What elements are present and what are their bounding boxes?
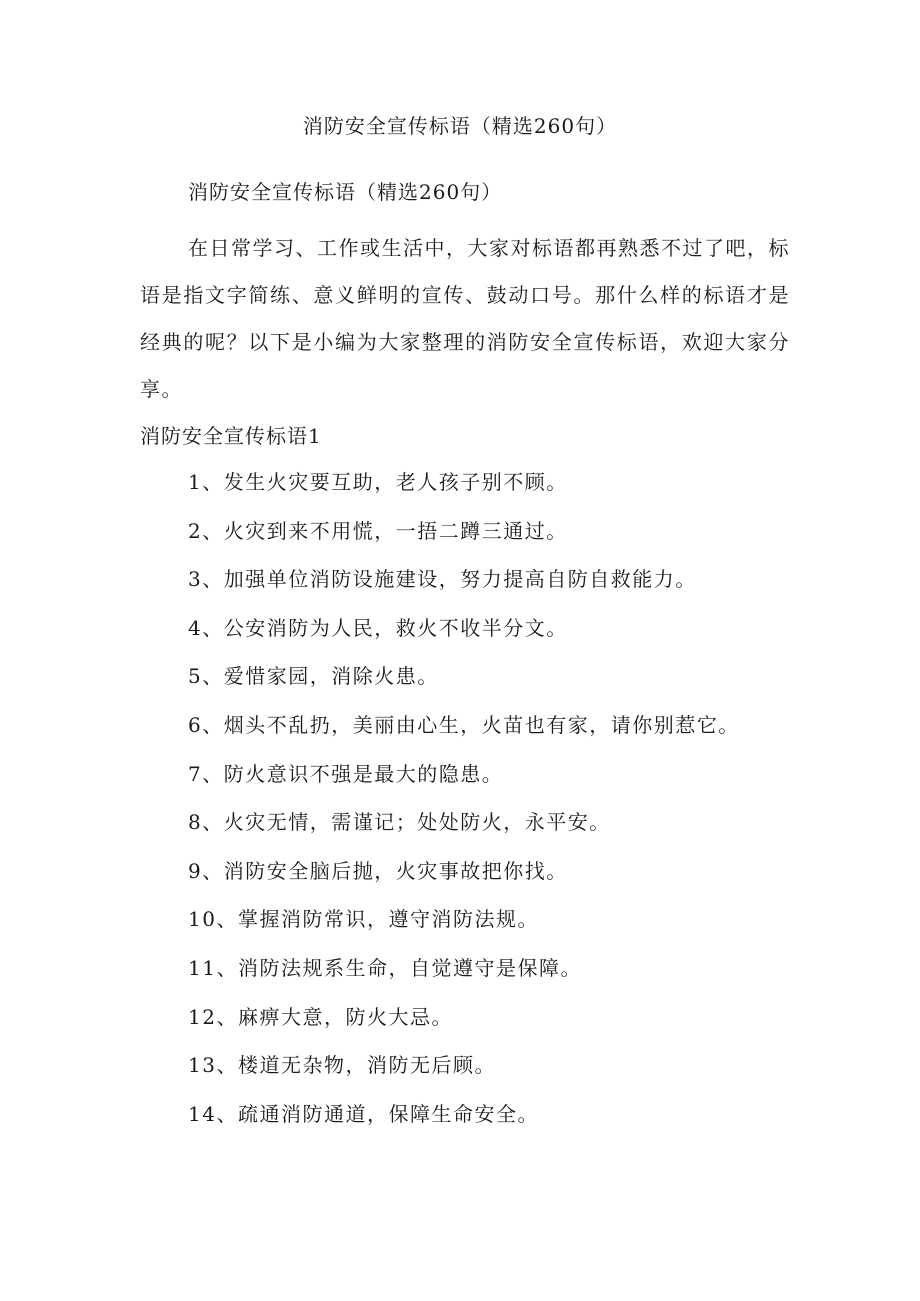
list-item: 4、公安消防为人民，救火不收半分文。 xyxy=(188,615,568,640)
section-heading: 消防安全宣传标语1 xyxy=(140,424,322,448)
list-item: 2、火灾到来不用慌，一捂二蹲三通过。 xyxy=(188,518,568,543)
list-item: 10、掌握消防常识，遵守消防法规。 xyxy=(188,907,539,932)
list-item: 1、发生火灾要互助，老人孩子别不顾。 xyxy=(188,470,568,494)
slogan-list xyxy=(188,468,740,1148)
list-item: 3、加强单位消防设施建设，努力提高自防自救能力。 xyxy=(188,567,697,592)
list-item: 14、疏通消防通道，保障生命安全。 xyxy=(188,1101,539,1126)
list-item: 6、烟头不乱扔，美丽由心生，火苗也有家，请你别惹它。 xyxy=(188,712,740,737)
list-item: 5、爱惜家园，消除火患。 xyxy=(188,664,439,689)
list-item: 9、消防安全脑后抛，火灾事故把你找。 xyxy=(188,858,568,883)
document-subtitle: 消防安全宣传标语（精选260句） xyxy=(188,180,503,204)
list-item: 13、楼道无杂物，消防无后顾。 xyxy=(188,1053,496,1078)
list-item: 11、消防法规系生命，自觉遵守是保障。 xyxy=(188,955,582,980)
intro-paragraph: 在日常学习、工作或生活中，大家对标语都再熟悉不过了吧，标语是指文字简练、意义鲜明的宣传、鼓动口号。那什么样的标语才是经典的呢？以下是小编为大家整理的消防安全宣传标语，欢迎大家分享。 xyxy=(140,236,790,401)
document-title: 消防安全宣传标语（精选260句） xyxy=(302,114,618,138)
list-item: 8、火灾无情，需谨记；处处防火，永平安。 xyxy=(188,810,611,835)
list-item: 7、防火意识不强是最大的隐患。 xyxy=(188,761,504,786)
list-item: 12、麻痹大意，防火大忌。 xyxy=(188,1004,453,1029)
